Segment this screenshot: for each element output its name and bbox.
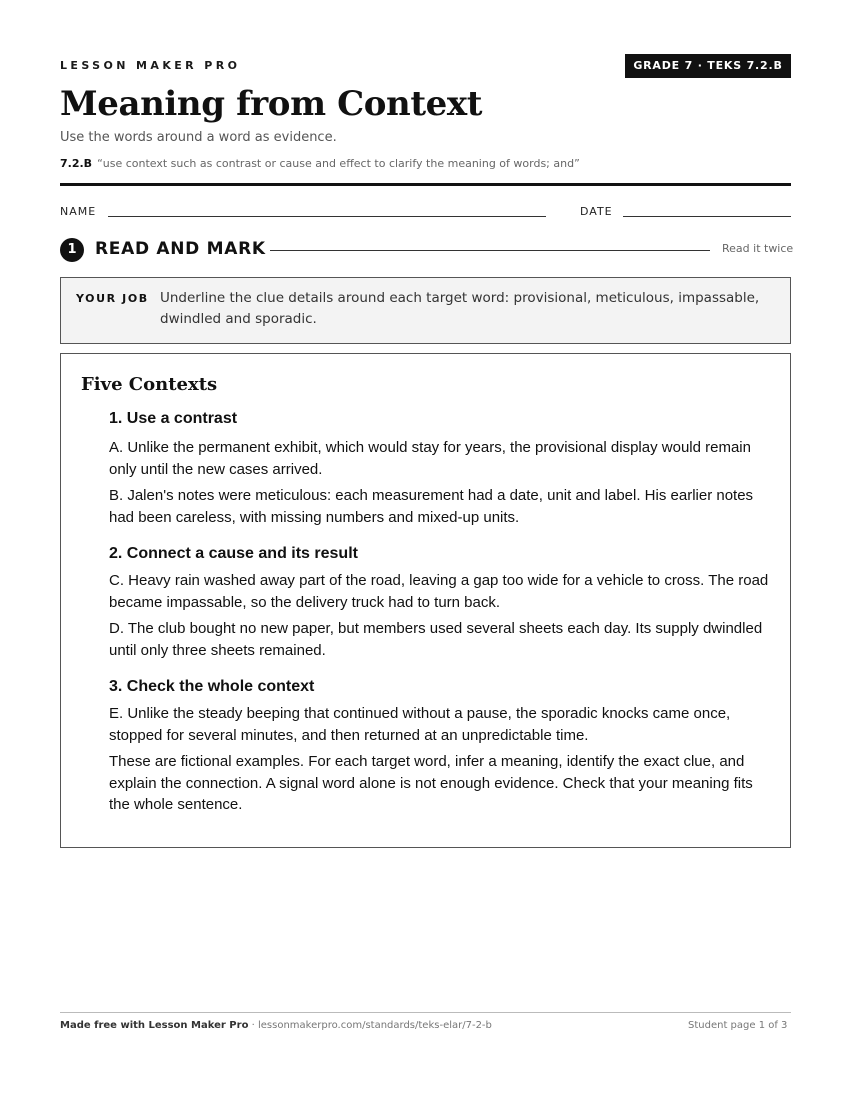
name-label: NAME (60, 205, 97, 218)
passage-paragraph-d: D. The club bought no new paper, but members used several sheets each day. Its supply dwindled until only three sheets remained. (109, 620, 763, 659)
standard-text: “use context such as contrast or cause and effect to clarify the meaning of words; and” (97, 157, 580, 170)
job-text: Underline the clue details around each target word: provisional, meticulous, impassable, dwindled and sporadic. (160, 290, 760, 327)
step-number-badge: 1 (60, 238, 84, 262)
passage-paragraph-a: A. Unlike the permanent exhibit, which would stay for years, the provisional display would remain only until the new cases arrived. (109, 439, 751, 478)
passage-box (60, 353, 791, 848)
section-heading-contrast: 1. Use a contrast (109, 410, 238, 427)
page-subtitle: Use the words around a word as evidence. (60, 130, 337, 145)
footer-made-with: Made free with Lesson Maker Pro (60, 1020, 249, 1031)
footer-page-number: Student page 1 of 3 (688, 1020, 788, 1031)
header-divider (60, 183, 791, 186)
name-field-line[interactable] (108, 216, 546, 217)
footer-url: lessonmakerpro.com/standards/teks-elar/7-2-b (257, 1020, 492, 1031)
passage-paragraph-b: B. Jalen's notes were meticulous: each measurement had a date, unit and label. His earlier notes had been careless, with missing numbers and mixed-up units. (109, 487, 754, 526)
job-label: YOUR JOB (76, 292, 149, 305)
step-divider (270, 250, 710, 251)
section-heading-whole-context: 3. Check the whole context (109, 678, 315, 695)
grade-badge: GRADE 7 · TEKS 7.2.B (625, 54, 791, 78)
passage-paragraph-c: C. Heavy rain washed away part of the road, leaving a gap too wide for a vehicle to cross. The road became impassable, so the delivery truck had to turn back. (109, 572, 769, 611)
step-hint: Read it twice (722, 242, 794, 255)
passage-title: Five Contexts (81, 374, 218, 395)
date-label: DATE (580, 205, 613, 218)
step-title: READ AND MARK (95, 239, 266, 259)
date-field-line[interactable] (623, 216, 791, 217)
job-instructions-box (60, 277, 791, 344)
section-heading-cause-effect: 2. Connect a cause and its result (109, 545, 358, 562)
page-title: Meaning from Context (60, 84, 483, 124)
footer-divider (60, 1012, 791, 1013)
passage-closing-instructions: These are fictional examples. For each target word, infer a meaning, identify the exact clue, and explain the connection. A signal word alone is not enough evidence. Check that your meaning fits the whole sentence. (109, 753, 753, 813)
brand-name: LESSON MAKER PRO (60, 59, 241, 72)
standard-statement (60, 157, 580, 170)
passage-paragraph-e: E. Unlike the steady beeping that continued without a pause, the sporadic knocks came once, stopped for several minutes, and then returned at an unpredictable time. (109, 705, 731, 744)
footer-credit (60, 1020, 492, 1031)
footer-separator: · (248, 1020, 258, 1031)
standard-code: 7.2.B (60, 157, 93, 170)
